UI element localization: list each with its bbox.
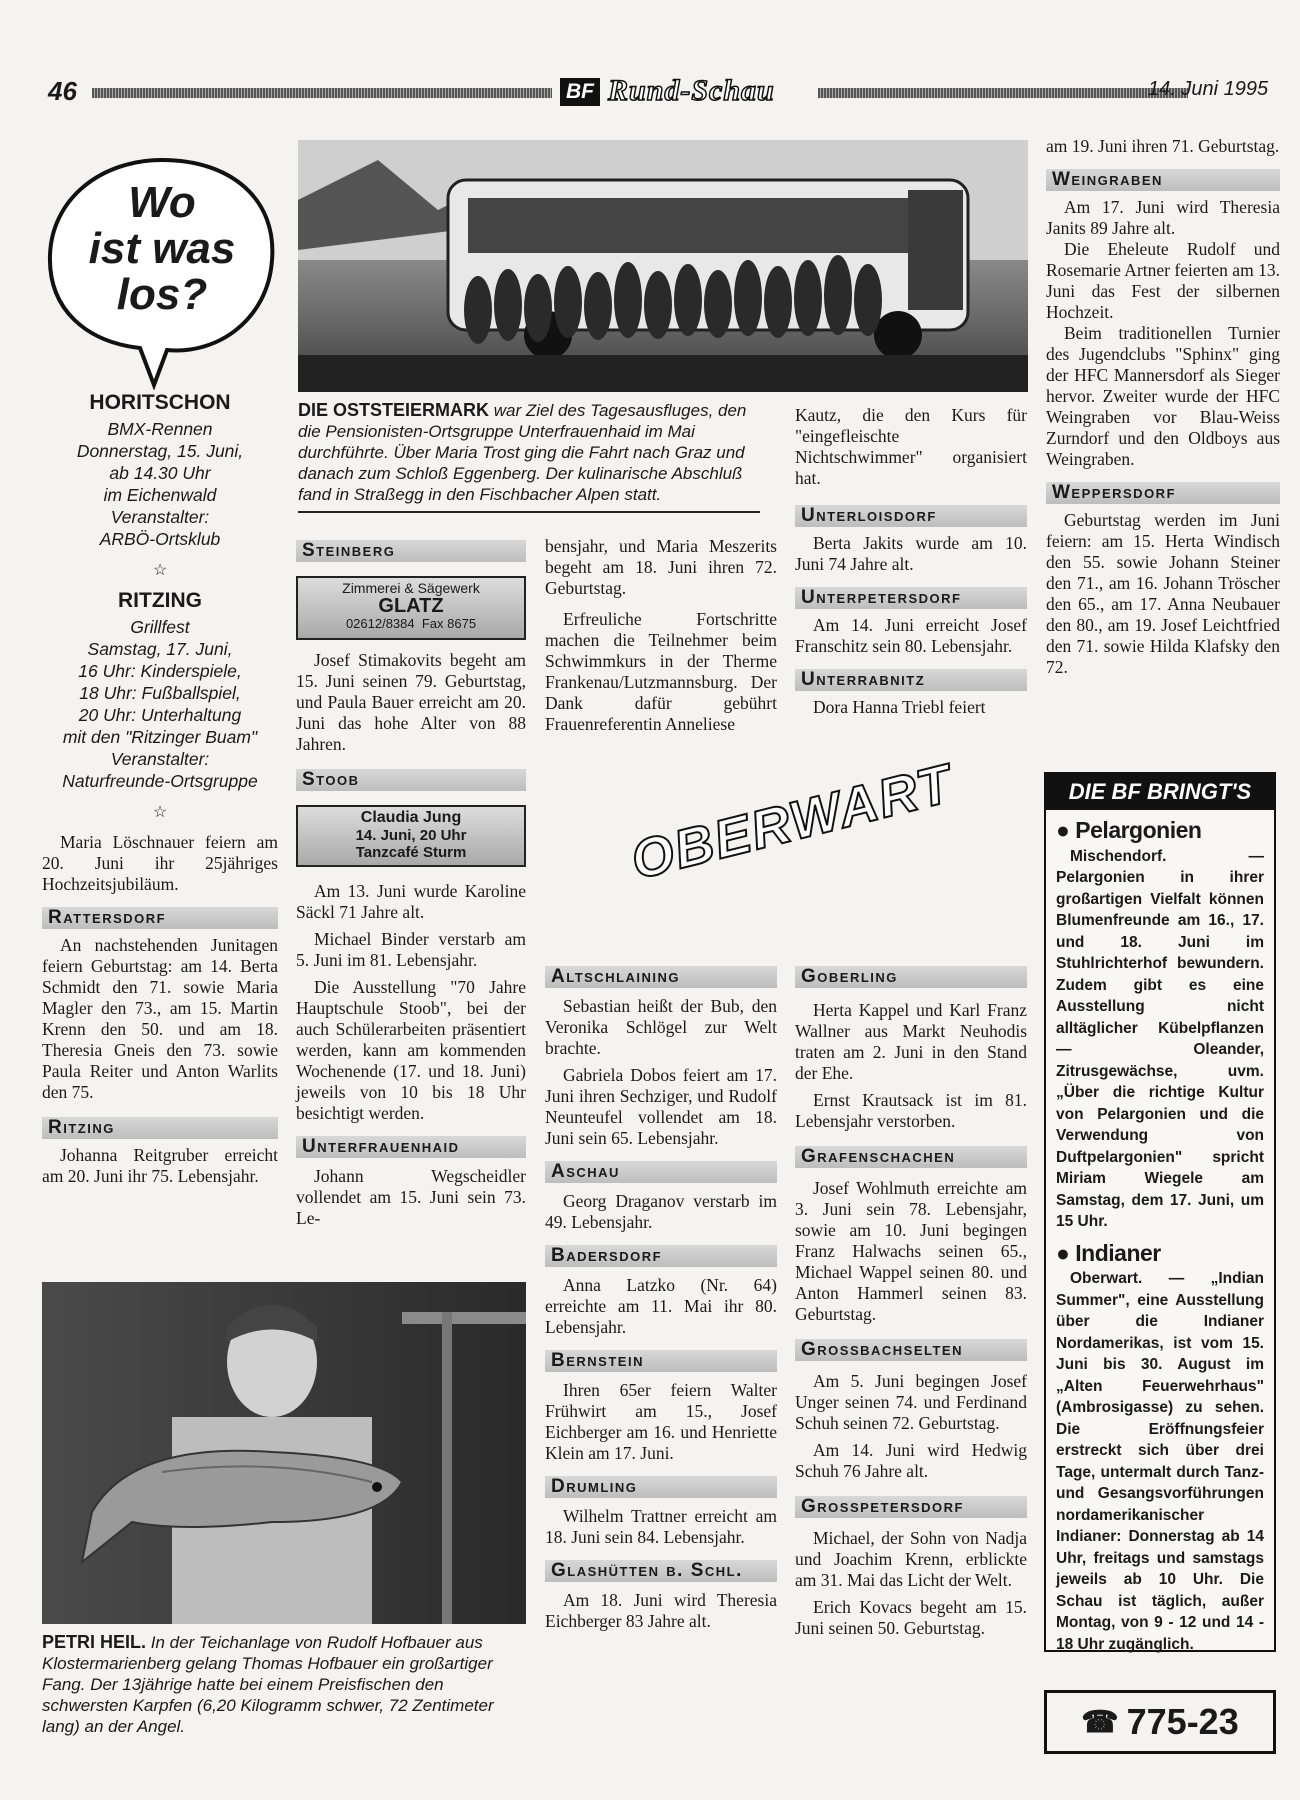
- article-bernstein: [545, 1380, 777, 1464]
- rundschau-logo: Rund-Schau: [608, 74, 775, 107]
- issue-date: 14. Juni 1995: [1148, 78, 1269, 100]
- paragraph: Dora Hanna Triebl feiert: [813, 697, 986, 717]
- event-line: Samstag, 17. Juni,: [87, 639, 233, 659]
- oberwart-title: OBERWART: [625, 753, 960, 892]
- event-place: HORITSCHON: [89, 391, 231, 414]
- paragraph: Anna Latzko (Nr. 64) erreichte am 11. Mai ihr 80. Lebensjahr.: [545, 1275, 777, 1337]
- article-drumling: [545, 1506, 777, 1548]
- article-kautz: [795, 405, 1027, 489]
- section-head-grosspetersdorf: Grosspetersdorf: [795, 1496, 1027, 1518]
- section-head-weppersdorf: Weppersdorf: [1046, 482, 1280, 504]
- paragraph: Josef Stimakovits begeht am 15. Juni seinen 79. Geburtstag, und Paula Bauer erreicht am 20. Juni das hohe Alter von 88 Jahren.: [296, 650, 526, 754]
- header-rule-right: [818, 88, 1188, 98]
- phone-number: 775-23: [1126, 1701, 1239, 1742]
- item-text: Mischendorf. — Pelargonien in ihrer großartigen Vielfalt können Blumenfreunde am 16., 17. und 18. Juni im Stuhlrichterhof bewundern. Zudem gibt es eine Ausstellung nicht alltäglicher Kübelpflanzen — Oleander, Zitrusgewächse, uvm. „Über die richtige Kultur von Pelargonien und die Verwendung von Duftpelargonien" spricht Miriam Wiegele am Samstag, dem 17. Juni, um 15 Uhr.: [1056, 847, 1264, 1230]
- event-line: im Eichenwald: [103, 485, 217, 505]
- bf-bringts-content: [1046, 817, 1274, 1655]
- article-stoob: [296, 881, 526, 1124]
- event-place: RITZING: [118, 589, 202, 612]
- paragraph: Johanna Reitgruber erreicht am 20. Juni ihr 75. Lebensjahr.: [42, 1145, 278, 1186]
- star-separator: ☆: [152, 562, 168, 579]
- article-grosspetersdorf: [795, 1528, 1027, 1639]
- paragraph: Die Ausstellung "70 Jahre Hauptschule Stoob", bei der auch Schülerarbeiten präsentiert werden, kann am kommenden Wochenende (17. und 18. Juni) jeweils von 10 bis 18 Uhr besichtigt werden.: [296, 977, 526, 1123]
- article-glashuetten: [545, 1590, 777, 1632]
- section-head-weingraben: Weingraben: [1046, 169, 1280, 191]
- paragraph: Michael Binder verstarb am 5. Juni im 81. Lebensjahr.: [296, 929, 526, 970]
- ad-line: Claudia Jung: [360, 809, 462, 826]
- paragraph: Michael, der Sohn von Nadja und Joachim Krenn, erblickte am 31. Mai das Licht der Welt.: [795, 1528, 1027, 1590]
- section-head-rattersdorf: Rattersdorf: [42, 907, 278, 929]
- event-line: Veranstalter:: [110, 749, 210, 769]
- event-line: mit den "Ritzinger Buam": [62, 727, 258, 747]
- event-line: Donnerstag, 15. Juni,: [76, 441, 244, 461]
- section-head-aschau: Aschau: [545, 1161, 777, 1183]
- bullet-icon: ●: [1056, 1239, 1070, 1266]
- wo-ist-was-los-bubble: [42, 150, 282, 390]
- article-unterrabnitz: [795, 697, 1027, 718]
- ad-name: GLATZ: [378, 595, 444, 617]
- section-head-goberling: Goberling: [795, 966, 1027, 988]
- event-line: Grillfest: [130, 617, 190, 637]
- paragraph: Berta Jakits wurde am 10. Juni 74 Jahre alt.: [795, 533, 1027, 574]
- event-line: Veranstalter:: [110, 507, 210, 527]
- article-unterpetersdorf: [795, 615, 1027, 657]
- paragraph: An nachstehenden Junitagen feiern Geburtstag: am 14. Berta Schmidt den 71. sowie Maria Magler den 73., am 15. Martin Krenn den 50. und am 18. Theresia Gneis den 73. sowie Paula Reiter und Anton Warlits den 75.: [42, 935, 278, 1102]
- section-head-drumling: Drumling: [545, 1476, 777, 1498]
- section-head-bernstein: Bernstein: [545, 1350, 777, 1372]
- bf-logo: BF: [560, 78, 600, 106]
- paragraph: Am 5. Juni begingen Josef Unger seinen 74. und Ferdinand Schuh seinen 72. Geburtstag.: [795, 1371, 1027, 1433]
- article-birthday: [1046, 136, 1280, 157]
- ad-glatz: [296, 576, 526, 640]
- event-line: 16 Uhr: Kinderspiele,: [78, 661, 242, 681]
- header-rule-left: [92, 88, 552, 98]
- paragraph: am 19. Juni ihren 71. Geburtstag.: [1046, 136, 1280, 156]
- paragraph: Ihren 65er feiern Walter Frühwirt am 15., Josef Eichberger am 16. und Henriette Klein am 17. Juni.: [545, 1380, 777, 1463]
- column-3: [545, 536, 777, 735]
- section-head-badersdorf: Badersdorf: [545, 1245, 777, 1267]
- paragraph: Georg Draganov verstarb im 49. Lebensjahr.: [545, 1191, 777, 1232]
- column-5: [1046, 136, 1280, 678]
- paragraph: Geburtstag werden im Juni feiern: am 15. Herta Windisch den 55. sowie Johann Steiner den 71., am 16. Johann Tröscher den 65., am 17. Anna Neubauer den 80., am 19. Josef Leichtfried den 71. sowie Hilda Klafsky den 72.: [1046, 510, 1280, 677]
- event-line: ARBÖ-Ortsklub: [99, 529, 221, 549]
- ad-claudia-jung: [296, 805, 526, 867]
- paragraph: Beim traditionellen Turnier des Jugendclubs "Sphinx" ging der HFC Mannersdorf als Sieger hervor. Zweiter wurde der HFC Weingraben vor Blau-Weiss Zurndorf und den Oldboys aus Weingraben.: [1046, 323, 1280, 469]
- event-line: 18 Uhr: Fußballspiel,: [79, 683, 241, 703]
- bullet-icon: ●: [1056, 817, 1070, 843]
- paragraph: Am 14. Juni erreicht Josef Franschitz sein 80. Lebensjahr.: [795, 615, 1027, 656]
- paragraph: Gabriela Dobos feiert am 17. Juni ihren Sechziger, und Rudolf Neunteufel vollendet am 18. Juni sein 65. Lebensjahr.: [545, 1065, 777, 1148]
- section-head-grossbachselten: Grossbachselten: [795, 1339, 1027, 1361]
- bf-bringts-box: [1044, 772, 1276, 1652]
- section-head-unterpetersdorf: Unterpetersdorf: [795, 587, 1027, 609]
- paragraph: Kautz, die den Kurs für "eingefleischte Nichtschwimmer" organisiert hat.: [795, 405, 1027, 488]
- paragraph: Am 13. Juni wurde Karoline Säckl 71 Jahre alt.: [296, 881, 526, 922]
- article-unterfrauenhaid: [296, 1166, 526, 1229]
- phone-box: [1044, 1690, 1276, 1754]
- bf-bringts-title: DIE BF BRINGT'S: [1046, 774, 1274, 810]
- section-head-steinberg: Steinberg: [296, 540, 526, 562]
- bubble-line-3: los?: [116, 270, 208, 319]
- section-head-unterrabnitz: Unterrabnitz: [795, 669, 1027, 691]
- article-badersdorf: [545, 1275, 777, 1338]
- paragraph: Johann Wegscheidler vollendet am 15. Juni sein 73. Le-: [296, 1166, 526, 1228]
- caption-bold: DIE OSTSTEIERMARK: [298, 400, 490, 420]
- paragraph: Am 14. Juni wird Hedwig Schuh 76 Jahre alt.: [795, 1440, 1027, 1481]
- event-line: 20 Uhr: Unterhaltung: [78, 705, 242, 725]
- events-list: [42, 392, 278, 1187]
- fish-photo: [42, 1282, 526, 1624]
- paragraph: bensjahr, und Maria Meszerits begeht am 18. Juni ihren 72. Geburtstag.: [545, 536, 777, 598]
- phone-icon: ☎: [1081, 1705, 1119, 1739]
- section-head-ritzing: Ritzing: [42, 1117, 278, 1139]
- oberwart-column-2: [795, 966, 1027, 1639]
- article-weingraben: [1046, 197, 1280, 470]
- article-grossbachselten: [795, 1371, 1027, 1482]
- article-weppersdorf: [1046, 510, 1280, 678]
- article-ritzing: [42, 1145, 278, 1187]
- article-goberling: [795, 1000, 1027, 1132]
- event-ritzing: [42, 590, 278, 792]
- article-aschau: [545, 1191, 777, 1233]
- boy-with-carp-image: [42, 1282, 526, 1624]
- ad-line: 14. Juni, 20 Uhr: [355, 827, 467, 844]
- paragraph: Erich Kovacs begeht am 15. Juni seinen 50. Geburtstag.: [795, 1597, 1027, 1638]
- oberwart-column-1: [545, 966, 777, 1632]
- fish-photo-caption: [42, 1632, 526, 1737]
- bus-group-image: [298, 140, 1028, 392]
- caption-text: war Ziel des Tagesausfluges, den die Pensionisten-Ortsgruppe Unterfrauenhaid im Mai durchführte. Über Maria Trost ging die Fahrt nach Graz und danach zum Schloß Eggenberg. Der kulinarische Abschluß fand in Straßegg in den Fischbacher Alpen statt.: [298, 401, 747, 504]
- section-head-unterloisdorf: Unterloisdorf: [795, 505, 1027, 527]
- paragraph: Wilhelm Trattner erreicht am 18. Juni sein 84. Lebensjahr.: [545, 1506, 777, 1547]
- paragraph: Erfreuliche Fortschritte machen die Teilnehmer beim Schwimmkurs in der Therme Frankenau/Lutzmannsburg. Der Dank dafür gebührt Frauenreferentin Anneliese: [545, 609, 777, 734]
- item-heading: [1056, 817, 1264, 843]
- article-unterloisdorf: [795, 533, 1027, 575]
- section-head-unterfrauenhaid: Unterfrauenhaid: [296, 1136, 526, 1158]
- paragraph: Am 18. Juni wird Theresia Eichberger 83 Jahre alt.: [545, 1590, 777, 1631]
- section-head-glashuetten: Glashütten b. Schl.: [545, 1560, 777, 1582]
- star-separator: ☆: [152, 804, 168, 821]
- paragraph: Josef Wohlmuth erreichte am 3. Juni sein 78. Lebensjahr, sowie am 10. Juni begingen Franz Halwachs seinen 65., Michael Wappel seinen 80. und Anton Hammerl seinen 83. Geburtstag.: [795, 1178, 1027, 1324]
- paragraph: Herta Kappel und Karl Franz Wallner aus Markt Neuhodis traten am 2. Juni in den Stand der Ehe.: [795, 1000, 1027, 1083]
- item-heading: [1056, 1239, 1264, 1266]
- paragraph: Sebastian heißt der Bub, den Veronika Schlögel zur Welt brachte.: [545, 996, 777, 1058]
- column-2: [296, 540, 526, 1229]
- event-line: BMX-Rennen: [107, 419, 213, 439]
- section-head-grafenschachen: Grafenschachen: [795, 1146, 1027, 1168]
- bubble-text: [42, 180, 282, 318]
- bubble-line-2: ist was: [88, 224, 236, 273]
- paragraph: Am 17. Juni wird Theresia Janits 89 Jahre alt.: [1046, 197, 1280, 238]
- page-number: 46: [48, 76, 77, 106]
- item-title: Indianer: [1075, 1239, 1161, 1266]
- event-line: ab 14.30 Uhr: [109, 463, 211, 483]
- section-head-stoob: Stoob: [296, 769, 526, 791]
- article-grafenschachen: [795, 1178, 1027, 1325]
- page-header: [48, 76, 1280, 110]
- bubble-line-1: Wo: [128, 178, 196, 227]
- bus-photo: [298, 140, 1028, 392]
- item-text: Oberwart. — „Indian Summer", eine Ausstellung über die Indianer Nordamerikas, ist vom 15. Juni bis 30. August im „Alten Feuerwehrhaus" (Ambrosigasse) zu sehen. Die Eröffnungsfeier erstreckt sich über drei Tage, untermalt durch Tanz- und Gesangsvorführungen nordamerikanischer Indianer: Donnerstag ab 14 Uhr, freitags und samstags jeweils ab 10 Uhr. Die Schau ist täglich, außer Montag, von 9 - 12 und 14 - 18 Uhr zugänglich.: [1056, 1270, 1264, 1653]
- ad-contact: [298, 616, 524, 631]
- caption-text: In der Teichanlage von Rudolf Hofbauer aus Klostermarienberg gelang Thomas Hofbauer ein großartiger Fang. Der 13jährige hatte bei einem Preisfischen den schwersten Karpfen (6,20 Kilogramm schwer, 72 Zentimeter lang) an der Angel.: [42, 1633, 494, 1736]
- section-head-altschlaining: Altschlaining: [545, 966, 777, 988]
- item-title: Pelargonien: [1075, 817, 1202, 843]
- ad-fax: Fax 8675: [421, 616, 477, 631]
- article-loeschnauer: [42, 832, 278, 895]
- ad-line: Zimmerei & Sägewerk: [342, 580, 480, 596]
- ad-line: Tanzcafé Sturm: [355, 844, 467, 861]
- article-rattersdorf: [42, 935, 278, 1103]
- event-line: Naturfreunde-Ortsgruppe: [62, 771, 258, 791]
- article-altschlaining: [545, 996, 777, 1149]
- column-4: [795, 405, 1027, 718]
- paragraph: Ernst Krautsack ist im 81. Lebensjahr verstorben.: [795, 1090, 1027, 1131]
- ad-phone: 02612/8384: [345, 616, 415, 631]
- paragraph: Maria Löschnauer feiern am 20. Juni ihr 25jähriges Hochzeitsjubiläum.: [42, 832, 278, 894]
- event-horitschon: [42, 392, 278, 550]
- article-steinberg: [296, 650, 526, 755]
- caption-bold: PETRI HEIL.: [42, 1632, 147, 1652]
- paragraph: Die Eheleute Rudolf und Rosemarie Artner feierten am 13. Juni das Fest der silbernen Hochzeit.: [1046, 239, 1280, 322]
- bus-photo-caption: [298, 400, 760, 513]
